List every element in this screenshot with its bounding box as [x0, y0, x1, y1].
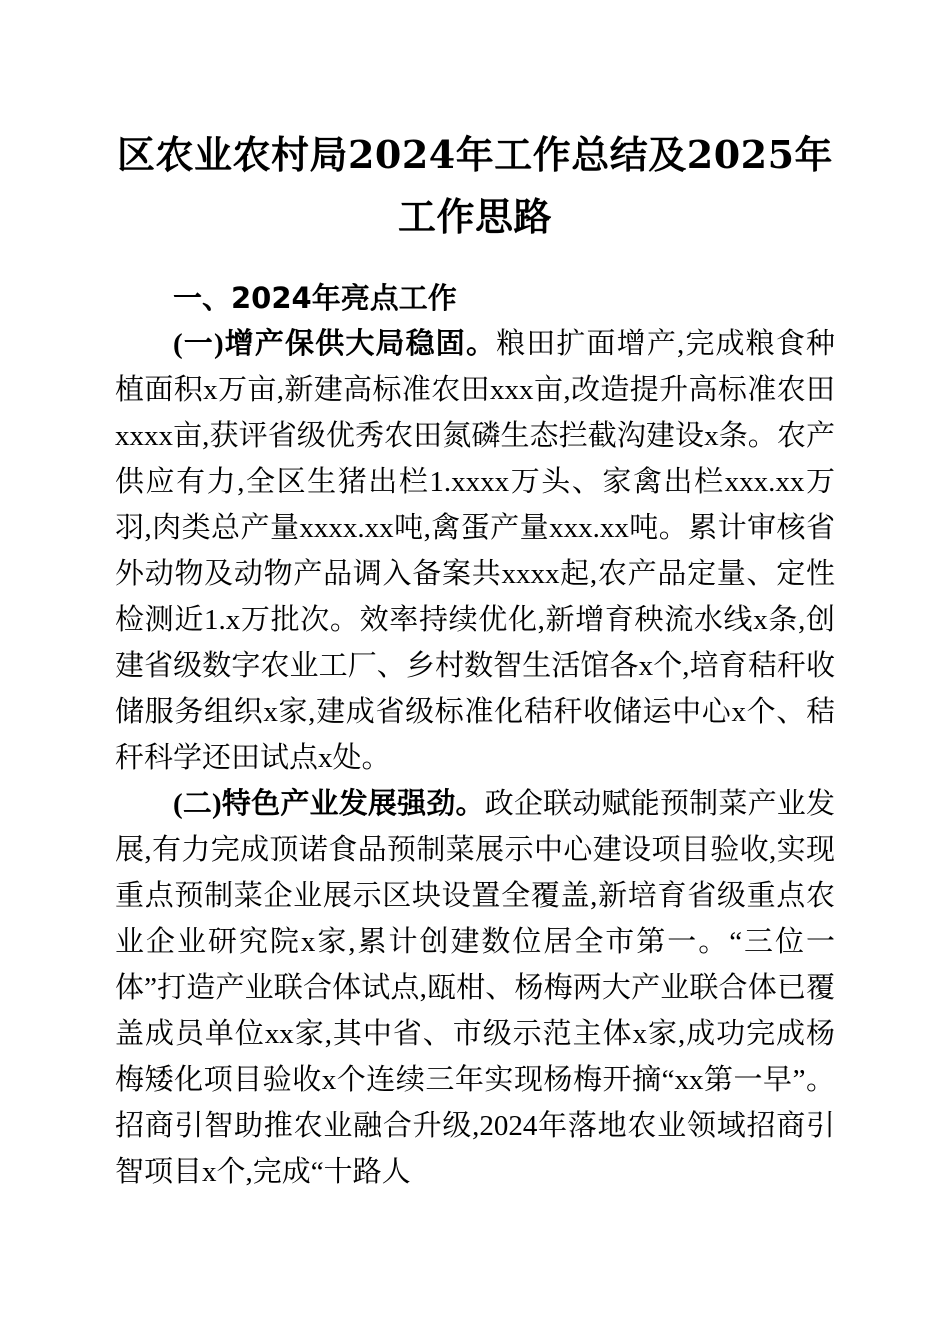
paragraph-2-body: 政企联动赋能预制菜产业发展,有力完成顶诺食品预制菜展示中心建设项目验收,实现重点预制菜企业展示区块设置全覆盖,新培育省级重点农业企业研究院x家,累计创建数位居全市第一。“三位一体”打造产业联合体试点,瓯柑、杨梅两大产业联合体已覆盖成员单位xx家,其中省、市级示范主体x家,成功完成杨梅矮化项目验收x个连续三年实现杨梅开摘“xx第一早”。招商引智助推农业融合升级,2024年落地农业领域招商引智项目x个,完成“十路人: [115, 788, 835, 1188]
document-title: 区农业农村局2024年工作总结及2025年工作思路: [116, 132, 834, 239]
paragraph-2: [115, 781, 835, 1195]
section-heading: 一、2024年亮点工作: [173, 281, 457, 315]
paragraph-2-lead: (二)特色产业发展强劲。: [173, 788, 485, 820]
paragraph-1: [115, 321, 835, 781]
paragraph-1-lead: (一)增产保供大局稳固。: [173, 328, 497, 360]
paragraph-1-body: 粮田扩面增产,完成粮食种植面积x万亩,新建高标准农田xxx亩,改造提升高标准农田xxxx亩,获评省级优秀农田氮磷生态拦截沟建设x条。农产供应有力,全区生猪出栏1.xxxx万头、家禽出栏xxx.xx万羽,肉类总产量xxxx.xx吨,禽蛋产量xxx.xx吨。累计审核省外动物及动物产品调入备案共xxxx起,农产品定量、定性检测近1.x万批次。效率持续优化,新增育秧流水线x条,创建省级数字农业工厂、乡村数智生活馆各x个,培育秸秆收储服务组织x家,建成省级标准化秸秆收储运中心x个、秸秆科学还田试点x处。: [115, 328, 835, 774]
